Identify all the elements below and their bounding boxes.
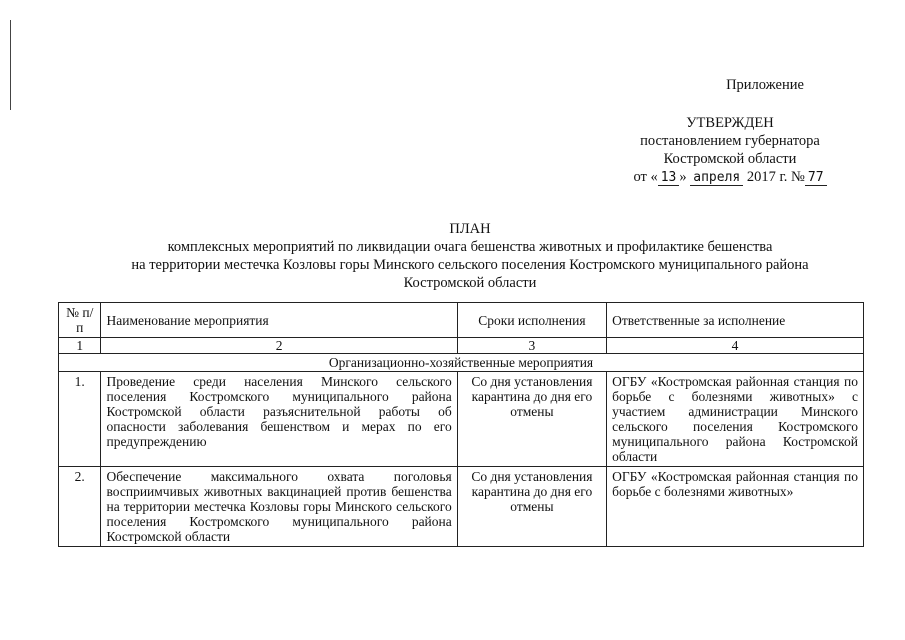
table-header-row bbox=[59, 303, 864, 338]
decree-number: 77 bbox=[805, 170, 827, 186]
plan-subtitle-3: Костромской области bbox=[403, 275, 537, 291]
row-name: Обеспечение максимального охвата поголовья восприимчивых животных вакцинацией против бешенства на территории местечка Козловы горы Минского сельского поселения Костромского муниципального района Костромской области bbox=[101, 467, 457, 547]
scan-edge-mark bbox=[10, 20, 11, 110]
header-number: № п/п bbox=[59, 303, 101, 338]
date-prefix: от « bbox=[633, 169, 658, 185]
plan-heading bbox=[80, 220, 860, 292]
col-number-1: 1 bbox=[59, 338, 101, 354]
plan-title: ПЛАН bbox=[449, 221, 491, 237]
date-mid: » bbox=[679, 169, 687, 185]
plan-subtitle-1: комплексных мероприятий по ликвидации очага бешенства животных и профилактике бешенства bbox=[167, 239, 773, 255]
table-row bbox=[59, 467, 864, 547]
col-number-2: 2 bbox=[101, 338, 457, 354]
date-year: 2017 г. № bbox=[746, 169, 805, 185]
header-name: Наименование мероприятия bbox=[101, 303, 457, 338]
row-responsible: ОГБУ «Костромская районная станция по борьбе с болезнями животных» bbox=[607, 467, 864, 547]
row-responsible: ОГБУ «Костромская районная станция по борьбе с болезнями животных» с участием администрации Минского сельского поселения Костромского муниципального района Костромской области bbox=[607, 372, 864, 467]
col-number-3: 3 bbox=[457, 338, 606, 354]
measures-table bbox=[58, 302, 864, 547]
row-number: 1. bbox=[59, 372, 101, 467]
section-title: Организационно-хозяйственные мероприятия bbox=[59, 354, 864, 372]
row-term: Со дня установления карантина до дня его отмены bbox=[457, 467, 606, 547]
column-number-row bbox=[59, 338, 864, 354]
plan-subtitle-2: на территории местечка Козловы горы Минского сельского поселения Костромского муниципального района bbox=[131, 257, 809, 273]
row-number: 2. bbox=[59, 467, 101, 547]
table-row bbox=[59, 372, 864, 467]
approval-block bbox=[600, 76, 860, 187]
approval-line-1: постановлением губернатора bbox=[640, 133, 820, 149]
section-row bbox=[59, 354, 864, 372]
approval-date-line bbox=[600, 168, 860, 187]
date-month: апреля bbox=[690, 170, 743, 186]
approved-label: УТВЕРЖДЕН bbox=[686, 115, 774, 131]
appendix-label: Приложение bbox=[726, 77, 804, 93]
header-term: Сроки исполнения bbox=[457, 303, 606, 338]
col-number-4: 4 bbox=[607, 338, 864, 354]
date-day: 13 bbox=[658, 170, 680, 186]
header-responsible: Ответственные за исполнение bbox=[607, 303, 864, 338]
row-term: Со дня установления карантина до дня его отмены bbox=[457, 372, 606, 467]
row-name: Проведение среди населения Минского сельского поселения Костромского муниципального района Костромской области разъяснительной работы об опасности заболевания бешенством и мерах по его предупреждению bbox=[101, 372, 457, 467]
approval-line-2: Костромской области bbox=[663, 151, 797, 167]
